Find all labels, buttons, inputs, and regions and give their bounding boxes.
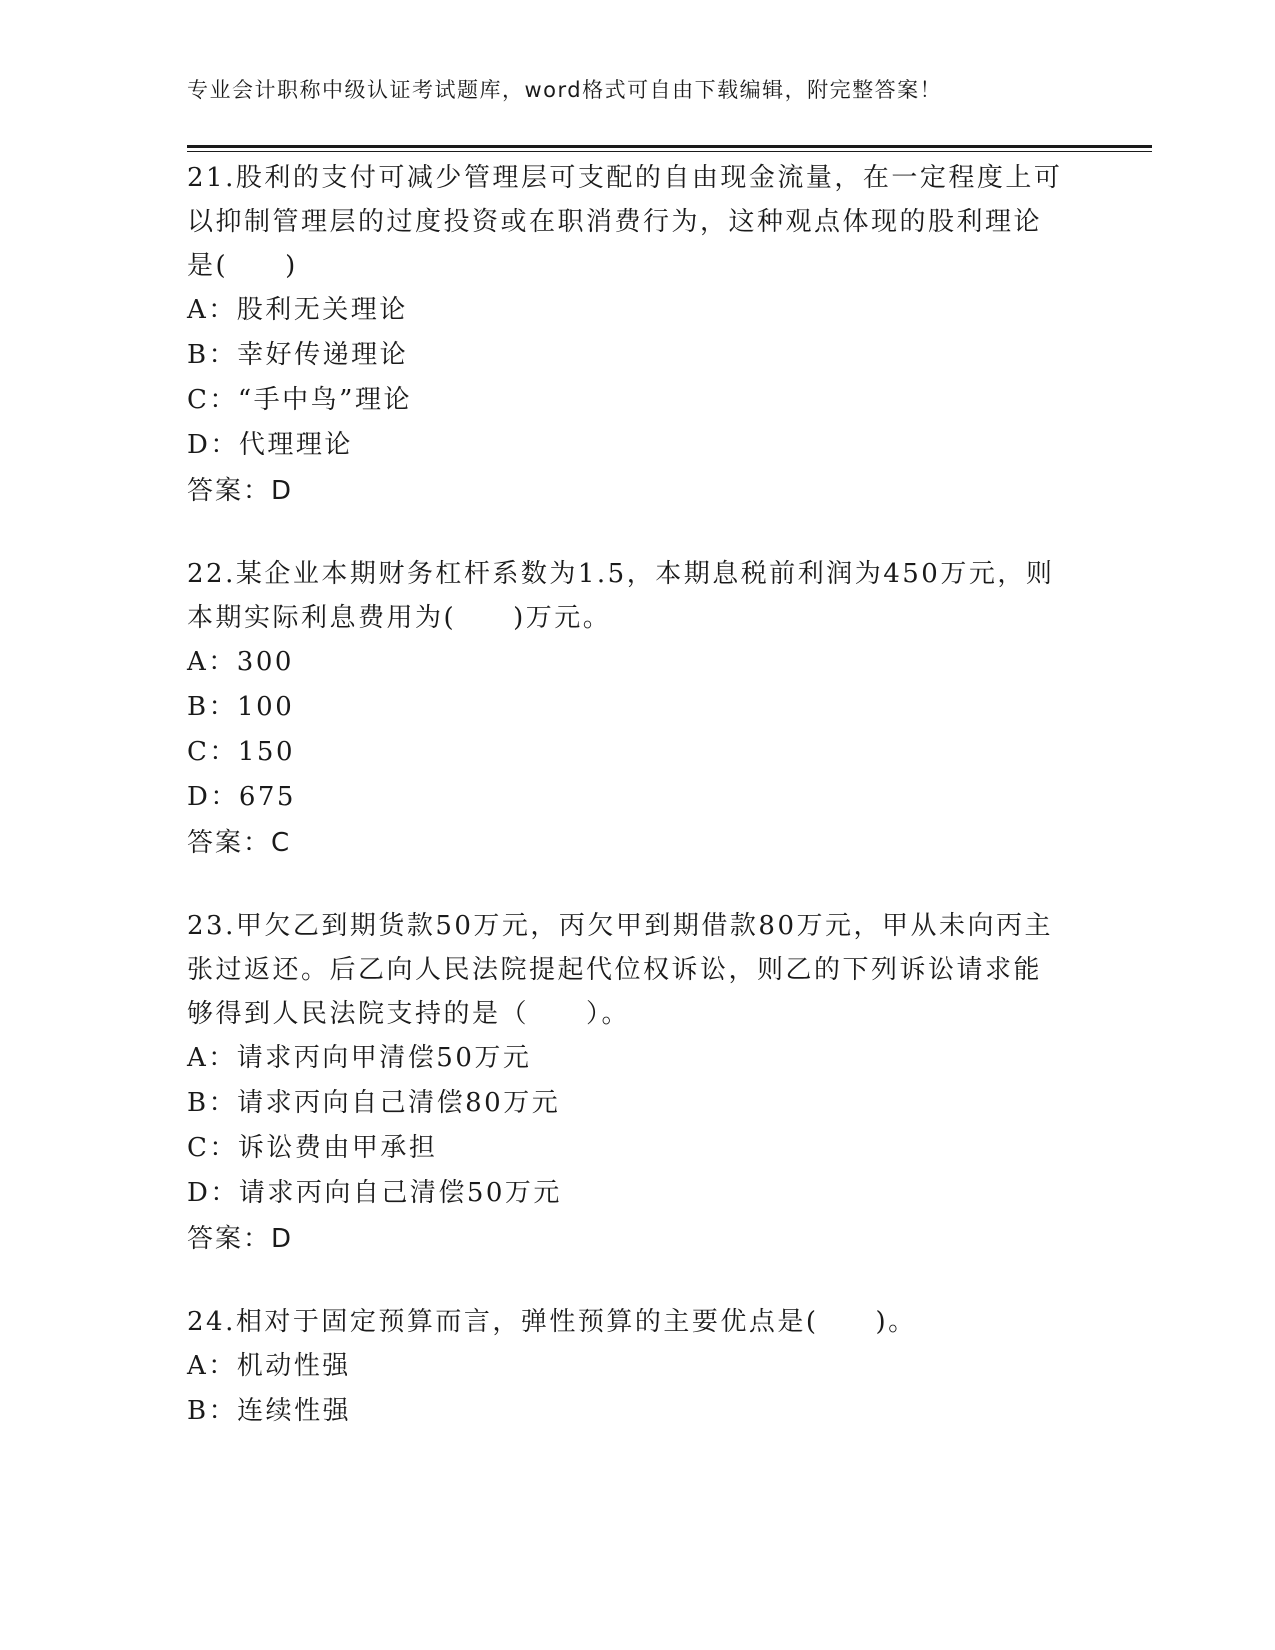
option-b: B：幸好传递理论 [187,340,409,370]
question-21 [187,156,1067,514]
header-divider-thick [187,145,1152,148]
question-24 [187,1300,1067,1434]
option-a: A：机动性强 [187,1351,351,1381]
question-stem: 21.股利的支付可减少管理层可支配的自由现金流量，在一定程度上可以抑制管理层的过度投资或在职消费行为，这种观点体现的股利理论是( ) [187,163,1063,281]
question-list [187,156,1067,1472]
option-b: B：连续性强 [187,1396,352,1426]
option-d: D：请求丙向自己清偿50万元 [187,1178,562,1208]
question-stem: 24.相对于固定预算而言，弹性预算的主要优点是( )。 [187,1307,917,1337]
question-stem: 23.甲欠乙到期货款50万元，丙欠甲到期借款80万元，甲从未向丙主张过返还。后乙向人民法院提起代位权诉讼，则乙的下列诉讼请求能够得到人民法院支持的是（ ）。 [187,911,1054,1029]
option-a: A：股利无关理论 [187,295,408,325]
question-23 [187,904,1067,1262]
option-a: A：请求丙向甲清偿50万元 [187,1043,532,1073]
option-c: C：诉讼费由甲承担 [187,1133,438,1163]
option-d: D：675 [187,782,296,812]
answer: 答案：D [187,1224,294,1254]
answer: 答案：D [187,476,294,506]
page-header: 专业会计职称中级认证考试题库，word格式可自由下载编辑，附完整答案！ [187,78,943,102]
option-b: B：100 [187,692,295,722]
header-divider-thin [187,151,1152,152]
question-stem: 22.某企业本期财务杠杆系数为1.5，本期息税前利润为450万元，则本期实际利息费用为( )万元。 [187,559,1055,633]
option-c: C：150 [187,737,296,767]
option-b: B：请求丙向自己清偿80万元 [187,1088,561,1118]
option-c: C：“手中鸟”理论 [187,385,412,415]
option-a: A：300 [187,647,294,677]
option-d: D：代理理论 [187,430,353,460]
answer: 答案：C [187,828,292,858]
question-22 [187,552,1067,866]
